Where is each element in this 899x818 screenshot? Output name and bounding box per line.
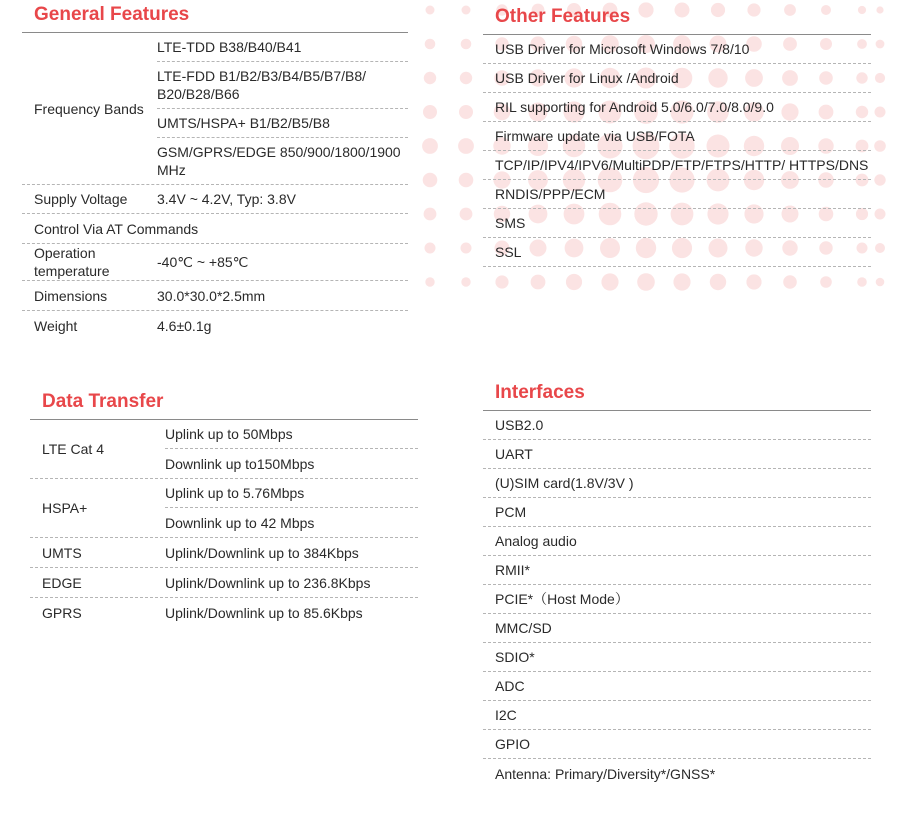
weight-row xyxy=(22,311,408,340)
list-item: Firmware update via USB/FOTA xyxy=(483,122,871,151)
lte-downlink: Downlink up to150Mbps xyxy=(165,455,315,472)
list-item: ADC xyxy=(483,672,871,701)
list-item: USB Driver for Microsoft Windows 7/8/10 xyxy=(483,35,871,64)
decorative-dot xyxy=(495,275,508,288)
decorative-dot xyxy=(422,138,438,154)
decorative-dot xyxy=(875,243,885,253)
gprs-row xyxy=(30,598,418,627)
supply-voltage-value: 3.4V ~ 4.2V, Typ: 3.8V xyxy=(157,191,296,207)
data-transfer-title: Data Transfer xyxy=(30,391,418,420)
decorative-dot xyxy=(783,275,797,289)
lte-row xyxy=(30,420,418,479)
decorative-dot xyxy=(637,273,655,291)
decorative-dot xyxy=(874,140,886,152)
decorative-dot xyxy=(459,105,473,119)
list-item: PCM xyxy=(483,498,871,527)
list-item: GPIO xyxy=(483,730,871,759)
list-item: (U)SIM card(1.8V/3V ) xyxy=(483,469,871,498)
decorative-dot xyxy=(461,243,472,254)
hspa-downlink: Downlink up to 42 Mbps xyxy=(165,514,315,531)
decorative-dot xyxy=(875,107,886,118)
dimensions-row xyxy=(22,281,408,311)
other-features-title: Other Features xyxy=(483,6,871,35)
decorative-dot xyxy=(424,208,437,221)
decorative-dot xyxy=(460,208,473,221)
decorative-dot xyxy=(424,72,436,84)
decorative-dot xyxy=(425,243,436,254)
weight-label: Weight xyxy=(34,317,78,334)
control-via-at-commands: Control Via AT Commands xyxy=(34,220,199,237)
decorative-dot xyxy=(875,209,886,220)
decorative-dot xyxy=(423,105,437,119)
dimensions-label: Dimensions xyxy=(34,287,108,304)
decorative-dot xyxy=(461,39,472,50)
lte-label: LTE Cat 4 xyxy=(42,441,104,457)
other-features-list xyxy=(483,35,871,267)
edge-value: Uplink/Downlink up to 236.8Kbps xyxy=(165,574,371,591)
frequency-bands-label: Frequency Bands xyxy=(34,100,144,117)
edge-row xyxy=(30,568,418,598)
weight-value: 4.6±0.1g xyxy=(157,317,212,334)
decorative-dot xyxy=(710,274,726,290)
list-item: UART xyxy=(483,440,871,469)
decorative-dot xyxy=(566,274,582,290)
decorative-dot xyxy=(857,277,867,287)
lte-uplink: Uplink up to 50Mbps xyxy=(165,420,418,449)
list-item: SDIO* xyxy=(483,643,871,672)
interfaces-section xyxy=(483,382,871,788)
supply-voltage-label: Supply Voltage xyxy=(34,191,128,207)
freq-band-item: LTE-FDD B1/B2/B3/B4/B5/B7/B8/ B20/B28/B66 xyxy=(157,62,408,109)
freq-band-item: GSM/GPRS/EDGE 850/900/1800/1900 MHz xyxy=(157,144,401,178)
decorative-dot xyxy=(876,40,885,49)
list-item: SMS xyxy=(483,209,871,238)
decorative-dot xyxy=(459,173,474,188)
umts-value: Uplink/Downlink up to 384Kbps xyxy=(165,544,359,561)
decorative-dot xyxy=(461,277,470,286)
freq-band-item: LTE-TDD B38/B40/B41 xyxy=(157,33,408,62)
list-item: SSL xyxy=(483,238,871,267)
list-item: USB Driver for Linux /Android xyxy=(483,64,871,93)
decorative-dot xyxy=(423,173,438,188)
interfaces-list xyxy=(483,411,871,788)
frequency-bands-row xyxy=(22,33,408,185)
decorative-dot xyxy=(820,276,832,288)
supply-voltage-row xyxy=(22,185,408,214)
frequency-bands-list xyxy=(157,33,408,184)
operation-temperature-value: -40℃ ~ +85℃ xyxy=(157,254,249,270)
list-item: TCP/IP/IPV4/IPV6/MultiPDP/FTP/FTPS/HTTP/ HTTPS/DNS xyxy=(483,151,871,180)
decorative-dot xyxy=(531,275,546,290)
decorative-dot xyxy=(746,274,761,289)
gprs-value: Uplink/Downlink up to 85.6Kbps xyxy=(165,604,363,621)
list-item: Antenna: Primary/Diversity*/GNSS* xyxy=(495,765,716,782)
decorative-dot xyxy=(458,138,474,154)
operation-temperature-label: Operation temperature xyxy=(34,245,110,279)
data-transfer-section xyxy=(30,391,418,627)
decorative-dot xyxy=(875,73,885,83)
list-item: MMC/SD xyxy=(483,614,871,643)
list-item: RIL supporting for Android 5.0/6.0/7.0/8.0/9.0 xyxy=(483,93,871,122)
interfaces-title: Interfaces xyxy=(483,382,871,411)
list-item: PCIE*（Host Mode） xyxy=(483,585,871,614)
control-row xyxy=(22,214,408,244)
lte-values xyxy=(165,420,418,478)
umts-row xyxy=(30,538,418,568)
operation-temperature-row xyxy=(22,244,408,281)
hspa-values xyxy=(165,479,418,537)
decorative-dot xyxy=(876,6,883,13)
general-features-section xyxy=(22,4,408,340)
decorative-dot xyxy=(425,39,436,50)
decorative-dot xyxy=(876,278,885,287)
general-features-title: General Features xyxy=(22,4,408,33)
umts-label: UMTS xyxy=(42,544,82,561)
hspa-label: HSPA+ xyxy=(42,500,88,516)
decorative-dot xyxy=(425,277,434,286)
edge-label: EDGE xyxy=(42,574,82,591)
decorative-dot xyxy=(601,273,618,290)
gprs-label: GPRS xyxy=(42,604,82,621)
decorative-dot xyxy=(460,72,472,84)
list-item: RMII* xyxy=(483,556,871,585)
freq-band-item: UMTS/HSPA+ B1/B2/B5/B8 xyxy=(157,109,408,138)
hspa-row xyxy=(30,479,418,538)
list-item: Analog audio xyxy=(483,527,871,556)
other-features-section xyxy=(483,6,871,267)
decorative-dot xyxy=(426,6,435,15)
list-item: RNDIS/PPP/ECM xyxy=(483,180,871,209)
decorative-dot xyxy=(673,273,690,290)
hspa-uplink: Uplink up to 5.76Mbps xyxy=(165,479,418,508)
decorative-dot xyxy=(462,6,471,15)
decorative-dot xyxy=(874,174,885,185)
dimensions-value: 30.0*30.0*2.5mm xyxy=(157,287,266,304)
list-item: USB2.0 xyxy=(483,411,871,440)
list-item: I2C xyxy=(483,701,871,730)
